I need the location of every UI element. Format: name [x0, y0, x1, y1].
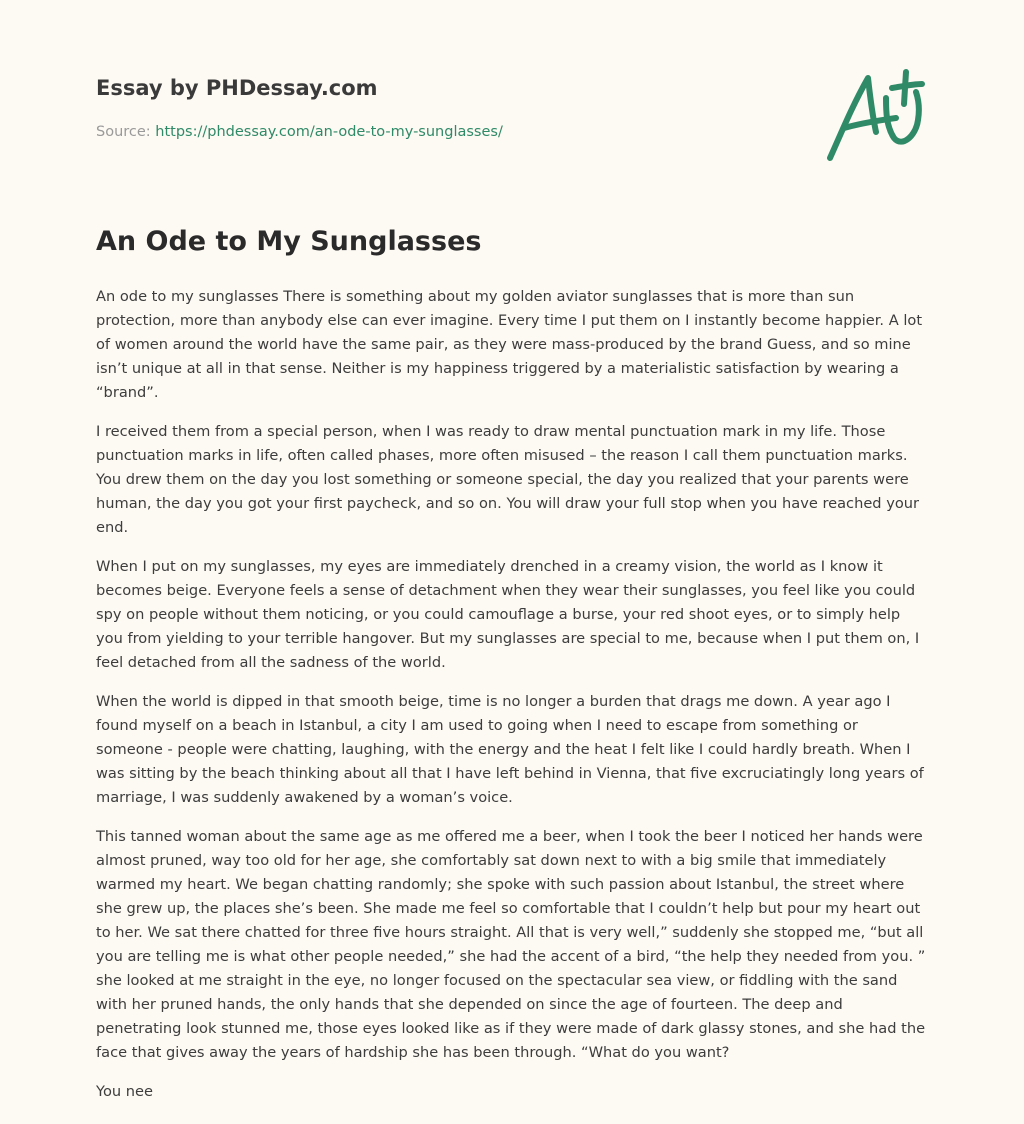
essay-body	[96, 285, 928, 1119]
essay-paragraph: When I put on my sunglasses, my eyes are immediately drenched in a creamy vision, the world as I know it becomes beige. Everyone feels a sense of detachment when they wear their sunglasses, you feel like you could spy on people without them noticing, or you could camouflage a burse, your red shoot eyes, or to simply help you from yielding to your terrible hangover. But my sunglasses are special to me, because when I put them on, I feel detached from all the sadness of the world.	[96, 558, 920, 671]
essay-paragraph: When the world is dipped in that smooth beige, time is no longer a burden that drags me down. A year ago I found myself on a beach in Istanbul, a city I am used to going when I need to escape from something or someone - people were chatting, laughing, with the energy and the heat I felt like I could hardly breath. When I was sitting by the beach thinking about all that I have left behind in Vienna, that five excruciatingly long years of marriage, I was suddenly awakened by a woman’s voice.	[96, 693, 924, 806]
site-title: Essay by PHDessay.com	[96, 76, 378, 100]
essay-paragraph: This tanned woman about the same age as me offered me a beer, when I took the beer I noticed her hands were almost pruned, way too old for her age, she comfortably sat down next to with a big smile that immediately warmed my heart. We began chatting randomly; she spoke with such passion about Istanbul, the street where she grew up, the places she’s been. She made me feel so comfortable that I couldn’t help but pour my heart out to her. We sat there chatted for three five hours straight. All that is very well,” suddenly she stopped me, “but all you are telling me is what other people needed,” she had the accent of a bird, “the help they needed from you. ” she looked at me straight in the eye, no longer focused on the spectacular sea view, or fiddling with the sand with her pruned hands, the only hands that she depended on since the age of fourteen. The deep and penetrating look stunned me, those eyes looked like as if they were made of dark glassy stones, and she had the face that gives away the years of hardship she has been through. “What do you want?	[96, 828, 926, 1061]
a-plus-logo	[818, 66, 930, 164]
essay-title: An Ode to My Sunglasses	[96, 226, 482, 257]
essay-paragraph: I received them from a special person, when I was ready to draw mental punctuation mark in my life. Those punctuation marks in life, often called phases, more often misused – the reason I call them punctuation marks. You drew them on the day you lost something or someone special, the day you realized that your parents were human, the day you got your first paycheck, and so on. You will draw your full stop when you have reached your end.	[96, 423, 920, 536]
source-link[interactable]: https://phdessay.com/an-ode-to-my-sunglasses/	[155, 124, 503, 140]
source-line	[96, 124, 503, 140]
source-label: Source:	[96, 124, 151, 140]
essay-paragraph: An ode to my sunglasses There is something about my golden aviator sunglasses that is more than sun protection, more than anybody else can ever imagine. Every time I put them on I instantly become happier. A lot of women around the world have the same pair, as they were mass-produced by the brand Guess, and so mine isn’t unique at all in that sense. Neither is my happiness triggered by a materialistic satisfaction by wearing a “brand”.	[96, 288, 923, 401]
essay-paragraph: You nee	[96, 1083, 153, 1100]
